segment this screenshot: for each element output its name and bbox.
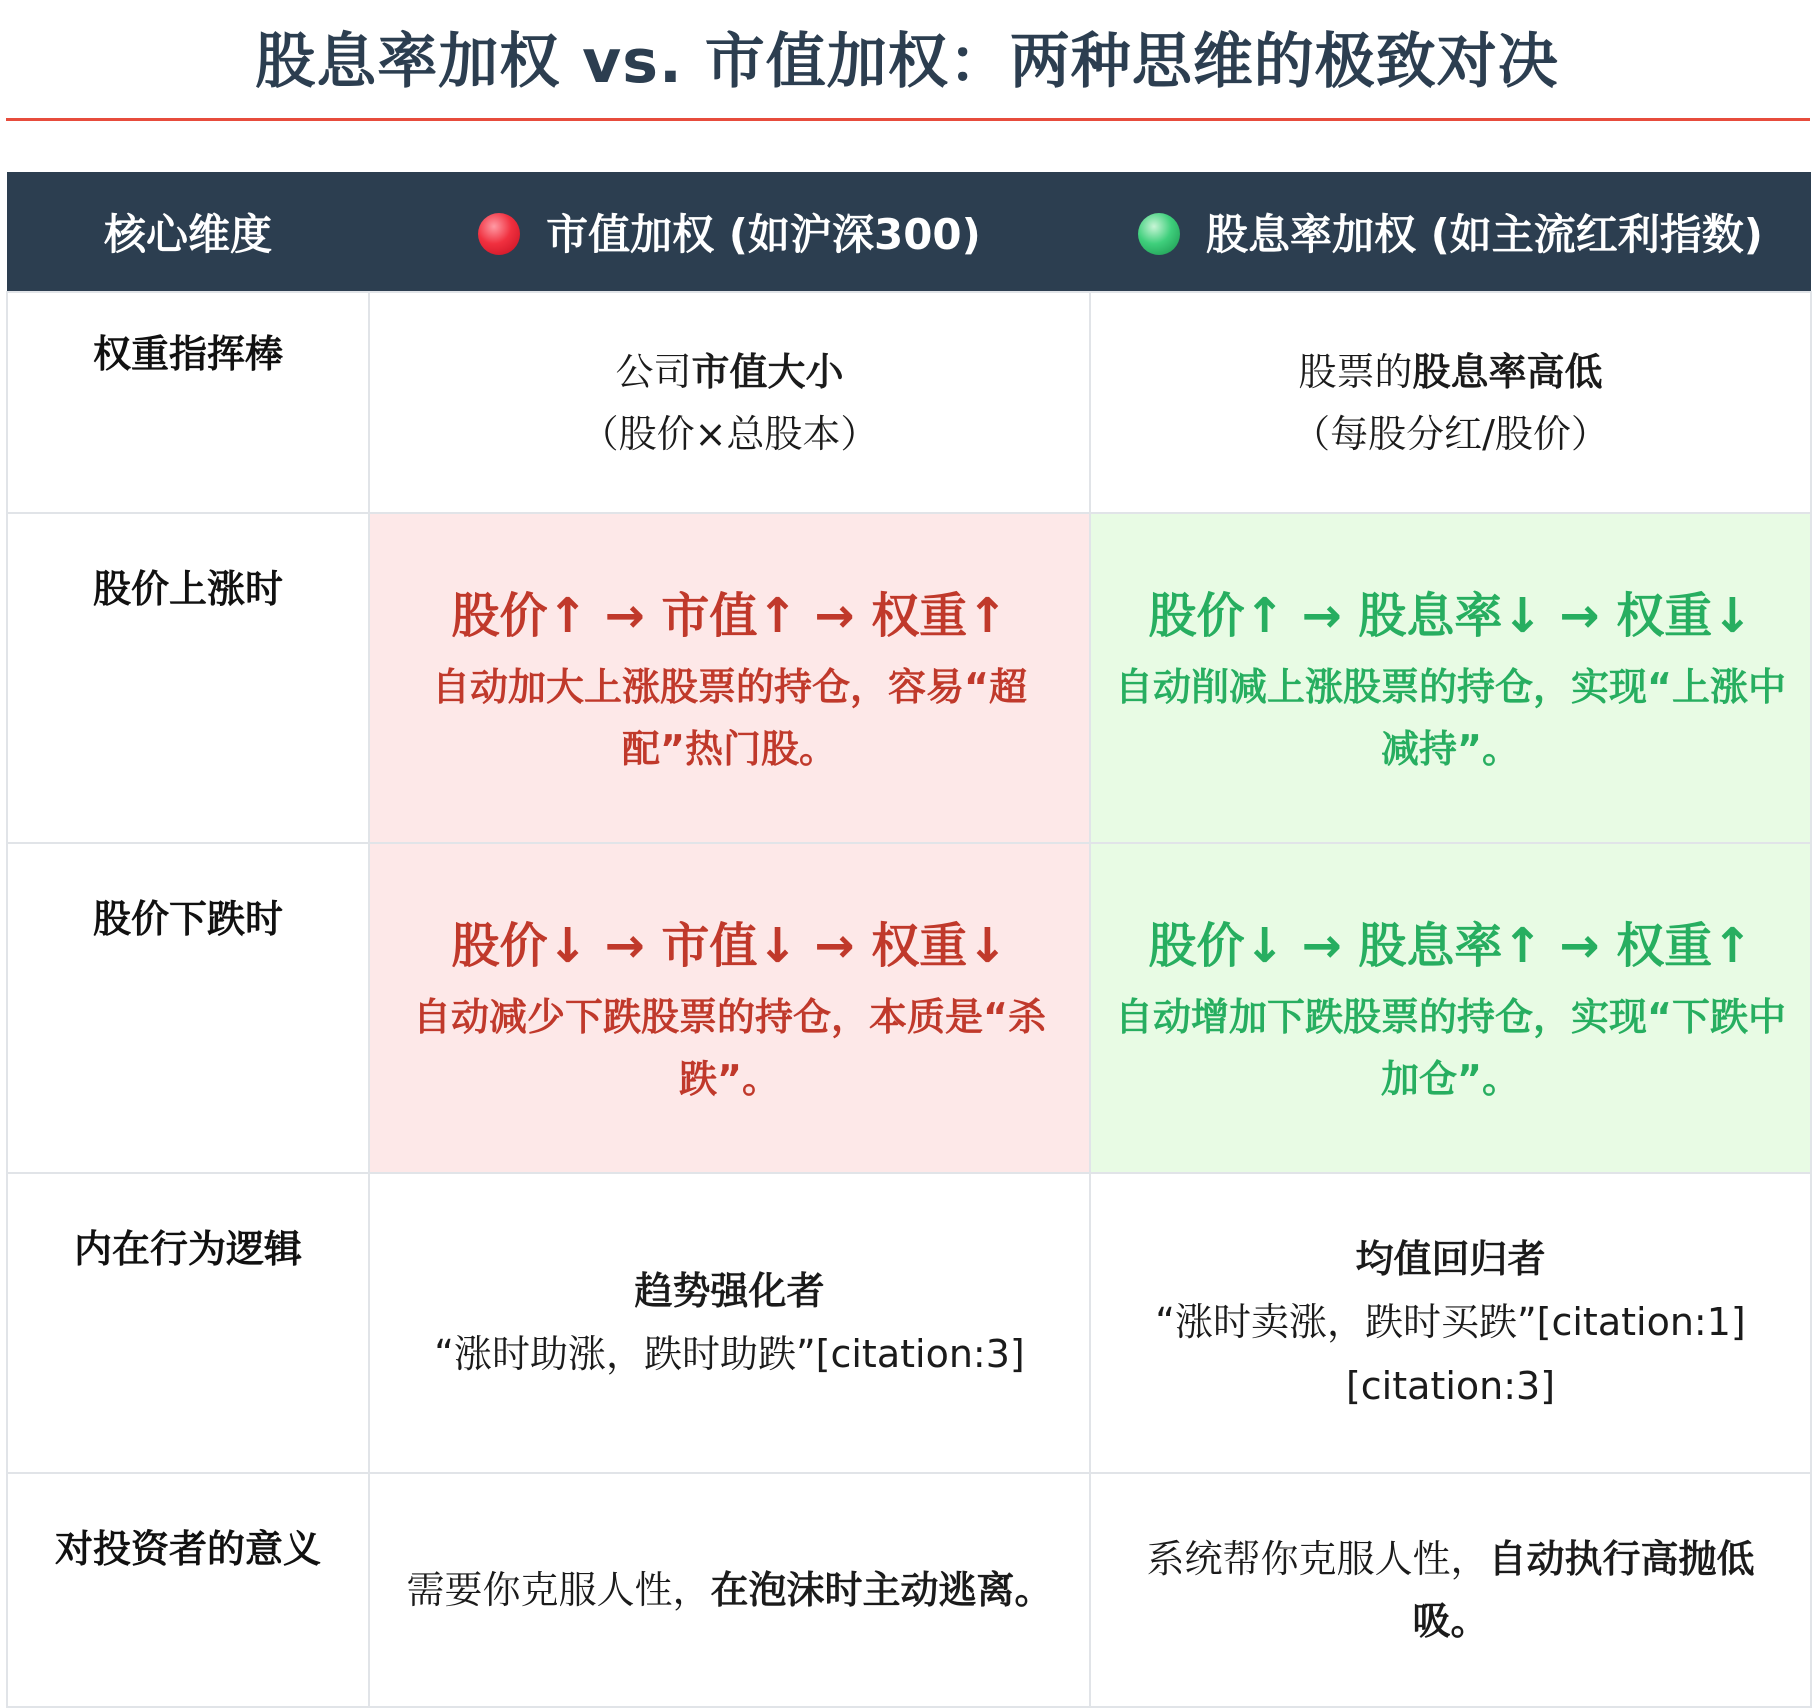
cell-market-cap-meaning	[369, 1473, 1090, 1707]
table-header-row	[7, 172, 1811, 292]
row-dimension-label: 对投资者的意义	[7, 1473, 369, 1707]
cell-line-2: （每股分红/股价）	[1292, 411, 1609, 456]
note-text: 自动增加下跌股票的持仓，实现“下跌中加仓”。	[1115, 995, 1786, 1101]
cell-line-2: “涨时卖涨，跌时买跌”[citation:1][citation:3]	[1155, 1300, 1746, 1408]
title-underline	[6, 118, 1810, 121]
header-dividend-label: 股息率加权 (如主流红利指数)	[1205, 209, 1763, 259]
note-text: 自动减少下跌股票的持仓，本质是“杀跌”。	[413, 995, 1046, 1101]
cell-market-cap-price-rise	[369, 513, 1090, 843]
table-row-investor-meaning	[7, 1473, 1811, 1707]
cell-market-cap-weight-driver	[369, 292, 1090, 513]
cell-bold-text: 市值大小	[691, 349, 844, 394]
red-circle-icon	[478, 213, 520, 255]
flow-text: 股价↓ → 市值↓ → 权重↓	[451, 918, 1008, 974]
green-circle-icon	[1138, 213, 1180, 255]
note-text: 自动加大上涨股票的持仓，容易“超配”热门股。	[432, 665, 1027, 771]
cell-text: 公司	[615, 349, 692, 394]
cell-text: 需要你克服人性，	[406, 1568, 711, 1612]
cell-bold-text: 自动执行高抛低吸。	[1412, 1537, 1755, 1643]
cell-bold-text: 均值回归者	[1355, 1237, 1546, 1281]
header-dimension-label: 核心维度	[103, 209, 272, 259]
table-row-price-fall	[7, 843, 1811, 1173]
cell-text: 系统帮你克服人性，	[1146, 1537, 1489, 1581]
cell-market-cap-price-fall	[369, 843, 1090, 1173]
flow-text: 股价↑ → 股息率↓ → 权重↓	[1148, 588, 1753, 644]
cell-dividend-price-fall	[1090, 843, 1811, 1173]
cell-bold-text: 趋势强化者	[634, 1269, 825, 1313]
cell-dividend-behavior	[1090, 1173, 1811, 1473]
header-dimension	[7, 172, 369, 292]
header-dividend	[1090, 172, 1811, 292]
note-text: 自动削减上涨股票的持仓，实现“上涨中减持”。	[1115, 665, 1786, 771]
table-row-behavior-logic	[7, 1173, 1811, 1473]
page-title: 股息率加权 vs. 市值加权：两种思维的极致对决	[255, 27, 1559, 97]
table-row-weight-driver	[7, 292, 1811, 513]
row-dimension-label: 股价上涨时	[7, 513, 369, 843]
cell-line-2: “涨时助涨，跌时助跌”[citation:3]	[434, 1332, 1025, 1376]
header-market-cap-label: 市值加权 (如沪深300)	[546, 209, 981, 259]
flow-text: 股价↑ → 市值↑ → 权重↑	[451, 588, 1008, 644]
cell-dividend-weight-driver	[1090, 292, 1811, 513]
row-dimension-label: 股价下跌时	[7, 843, 369, 1173]
cell-dividend-meaning	[1090, 1473, 1811, 1707]
cell-text: 股票的	[1298, 349, 1413, 394]
table-row-price-rise	[7, 513, 1811, 843]
cell-line-1	[394, 341, 1065, 403]
flow-text: 股价↓ → 股息率↑ → 权重↑	[1148, 918, 1753, 974]
cell-line-2: （股价×总股本）	[580, 411, 879, 456]
cell-dividend-price-rise	[1090, 513, 1811, 843]
cell-bold-text: 在泡沫时主动逃离。	[710, 1568, 1053, 1612]
row-dimension-label: 内在行为逻辑	[7, 1173, 369, 1473]
row-dimension-label: 权重指挥棒	[7, 292, 369, 513]
cell-line-1	[1115, 341, 1786, 403]
header-market-cap	[369, 172, 1090, 292]
comparison-table	[6, 172, 1812, 1708]
cell-bold-text: 股息率高低	[1412, 349, 1603, 394]
cell-market-cap-behavior	[369, 1173, 1090, 1473]
